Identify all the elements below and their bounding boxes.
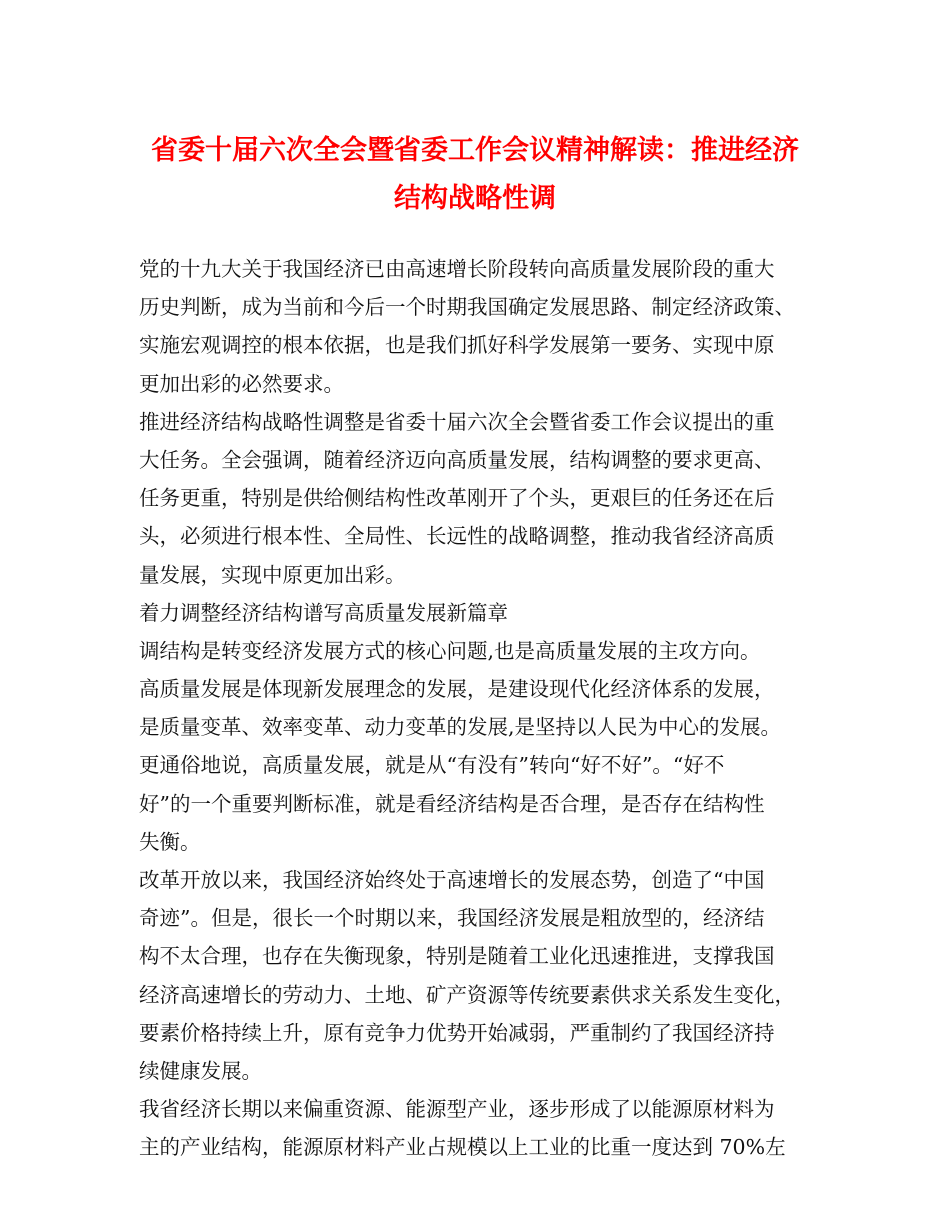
body-line: 改革开放以来，我国经济始终处于高速增长的发展态势，创造了“中国 — [139, 868, 765, 892]
body-line: 失衡。 — [139, 829, 201, 854]
body-line: 量发展，实现中原更加出彩。 — [139, 562, 406, 587]
document-body — [139, 250, 819, 1167]
body-line: 实施宏观调控的根本依据，也是我们抓好科学发展第一要务、实现中原 — [139, 333, 775, 358]
body-line: 推进经济结构战略性调整是省委十届六次全会暨省委工作会议提出的重 — [139, 409, 775, 434]
body-line: 头，必须进行根本性、全局性、长远性的战略调整，推动我省经济高质 — [139, 524, 775, 549]
title-line: 省委十届六次全会暨省委工作会议精神解读：推进经济 — [151, 135, 799, 166]
body-line: 更加出彩的必然要求。 — [139, 371, 344, 396]
document-title — [100, 127, 850, 223]
body-line: 党的十九大关于我国经济已由高速增长阶段转向高质量发展阶段的重大 — [139, 257, 775, 281]
body-line: 调结构是转变经济发展方式的核心问题,也是高质量发展的主攻方向。 — [139, 638, 761, 663]
body-line: 好”的一个重要判断标准，就是看经济结构是否合理，是否存在结构性 — [139, 791, 765, 816]
body-line: 历史判断，成为当前和今后一个时期我国确定发展思路、制定经济政策、 — [139, 295, 795, 320]
section-heading: 着力调整经济结构谱写高质量发展新篇章 — [139, 600, 508, 625]
body-line: 经济高速增长的劳动力、土地、矿产资源等传统要素供求关系发生变化， — [139, 982, 795, 1007]
body-line: 任务更重，特别是供给侧结构性改革刚开了个头，更艰巨的任务还在后 — [139, 486, 775, 511]
body-line: 大任务。全会强调，随着经济迈向高质量发展，结构调整的要求更高、 — [139, 447, 775, 472]
body-line: 高质量发展是体现新发展理念的发展，是建设现代化经济体系的发展， — [139, 677, 775, 702]
body-line: 奇迹”。但是，很长一个时期以来，我国经济发展是粗放型的，经济结 — [139, 906, 765, 931]
title-line: 结构战略性调 — [394, 183, 556, 214]
body-line: 更通俗地说，高质量发展，就是从“有没有”转向“好不好”。“好不 — [139, 753, 725, 778]
body-line: 是质量变革、效率变革、动力变革的发展,是坚持以人民为中心的发展。 — [139, 715, 782, 740]
body-line: 构不太合理，也存在失衡现象，特别是随着工业化迅速推进，支撑我国 — [139, 944, 775, 969]
body-line: 我省经济长期以来偏重资源、能源型产业，逐步形成了以能源原材料为 — [139, 1097, 775, 1122]
body-line: 续健康发展。 — [139, 1058, 262, 1083]
body-line: 主的产业结构，能源原材料产业占规模以上工业的比重一度达到 70%左 — [139, 1135, 786, 1160]
body-line: 要素价格持续上升，原有竞争力优势开始减弱，严重制约了我国经济持 — [139, 1020, 775, 1045]
